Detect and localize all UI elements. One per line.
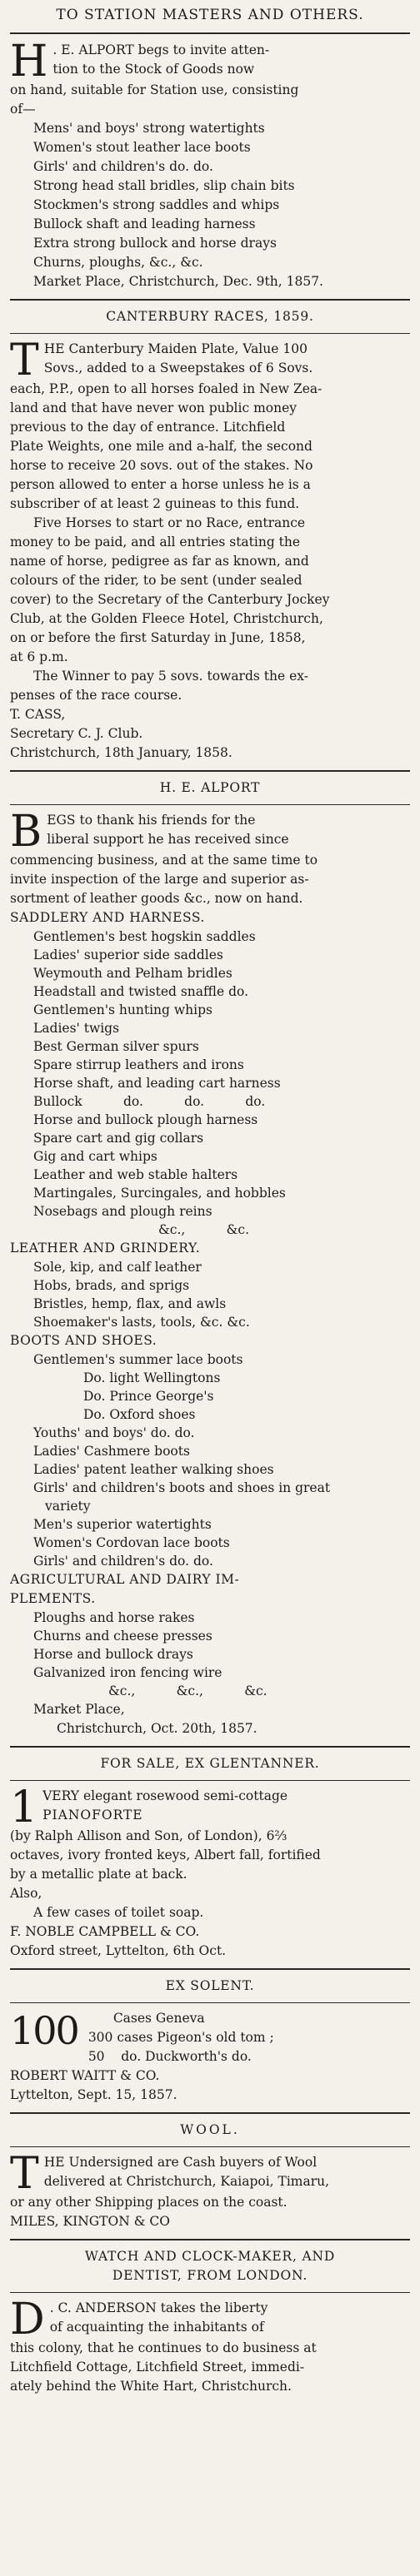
ad2-line: previous to the day of entrance. Litchfield xyxy=(10,420,286,435)
ad4-firm: F. NOBLE CAMPBELL & CO. xyxy=(10,1924,200,1939)
list-item: Ladies' Cashmere boots xyxy=(33,1444,190,1459)
list-item: Mens' and boys' strong watertights xyxy=(33,121,265,136)
list-item: Women's Cordovan lace boots xyxy=(33,1535,230,1550)
ad5-heading: EX SOLENT. xyxy=(165,1978,255,1993)
list-item: Bristles, hemp, flax, and awls xyxy=(33,1296,227,1311)
ad4-heading: FOR SALE, EX GLENTANNER. xyxy=(100,1756,320,1771)
ad2-line: Sovs., added to a Sweepstakes of 6 Sovs. xyxy=(43,361,313,375)
ad2-line: The Winner to pay 5 sovs. towards the ex- xyxy=(33,669,308,684)
ad1-intro-line: tion to the Stock of Goods now xyxy=(52,62,255,77)
list-item: Shoemaker's lasts, tools, &c. &c. xyxy=(33,1315,250,1330)
divider xyxy=(10,2146,410,2147)
drop-number: 100 xyxy=(10,2008,78,2053)
list-item: Youths' and boys' do. do. xyxy=(33,1425,195,1440)
list-item: Sole, kip, and calf leather xyxy=(33,1260,202,1275)
list-item: Spare stirrup leathers and irons xyxy=(33,1057,244,1072)
ad7-heading-cont: DENTIST, FROM LONDON. xyxy=(112,2268,308,2283)
list-item: Churns and cheese presses xyxy=(33,1629,212,1644)
ad2-signer: T. CASS, xyxy=(10,707,66,722)
divider xyxy=(10,2002,410,2003)
ad1-intro-line: . E. ALPORT begs to invite atten- xyxy=(52,42,270,57)
list-item: Spare cart and gig collars xyxy=(33,1131,204,1146)
ad5-line: 50 do. Duckworth's do. xyxy=(88,2049,252,2064)
divider xyxy=(10,804,410,805)
list-item: Girls' and children's do. do. xyxy=(33,159,213,174)
ad5-body xyxy=(10,2009,410,2105)
list-item: Ladies' superior side saddles xyxy=(33,947,223,962)
section-heading-saddlery: SADDLERY AND HARNESS. xyxy=(10,910,205,925)
list-item: Horse shaft, and leading cart harness xyxy=(33,1076,281,1091)
list-item: Do. Oxford shoes xyxy=(83,1407,196,1422)
ad6-line: HE Undersigned are Cash buyers of Wool xyxy=(43,2155,318,2170)
ad7-line: of acquainting the inhabitants of xyxy=(49,2320,264,2335)
ad2-heading: CANTERBURY RACES, 1859. xyxy=(106,309,314,324)
ad2-line: penses of the race course. xyxy=(10,688,182,703)
list-item: Churns, ploughs, &c., &c. xyxy=(33,255,203,270)
ad2-line: name of horse, pedigree as far as known, and xyxy=(10,554,309,569)
list-item: Do. Prince George's xyxy=(83,1389,214,1404)
ad2-footer: Christchurch, 18th January, 1858. xyxy=(10,745,232,760)
ad5-line: Cases Geneva xyxy=(112,2011,205,2026)
ad1-footer: Market Place, Christchurch, Dec. 9th, 1857. xyxy=(33,274,323,289)
list-item: Bullock shaft and leading harness xyxy=(33,216,256,231)
ad4-also: Also, xyxy=(10,1886,42,1901)
drop-cap: D xyxy=(10,2295,45,2345)
list-item: Gig and cart whips xyxy=(33,1149,158,1164)
ad2-body xyxy=(10,336,410,763)
list-item: Headstall and twisted snaffle do. xyxy=(33,984,249,999)
ad7-line: Litchfield Cottage, Litchfield Street, immedi- xyxy=(10,2360,305,2375)
ad7-line: ately behind the White Hart, Christchurch. xyxy=(10,2379,292,2394)
ad2-line: each, P.P., open to all horses foaled in New Zea- xyxy=(10,381,322,396)
divider xyxy=(10,2292,410,2293)
ad3-footer-date: Christchurch, Oct. 20th, 1857. xyxy=(57,1721,258,1736)
ad3-body xyxy=(10,807,410,1738)
list-item: Gentlemen's summer lace boots xyxy=(33,1352,243,1367)
ad3-intro-line: invite inspection of the large and superior as- xyxy=(10,872,309,887)
list-item: &c., &c., &c. xyxy=(108,1683,268,1698)
list-item: Girls' and children's boots and shoes in great xyxy=(33,1480,331,1495)
ad2-line: colours of the rider, to be sent (under sealed xyxy=(10,573,302,588)
section-heading-agri-cont: PLEMENTS. xyxy=(10,1591,96,1606)
ad3-intro-line: sortment of leather goods &c., now on hand. xyxy=(10,891,303,906)
ad3-heading: H. E. ALPORT xyxy=(159,780,261,795)
list-item: Stockmen's strong saddles and whips xyxy=(33,197,280,212)
ad2-line: HE Canterbury Maiden Plate, Value 100 xyxy=(43,341,308,356)
ad2-line: at 6 p.m. xyxy=(10,649,68,664)
list-item: Martingales, Surcingales, and hobbles xyxy=(33,1186,286,1201)
ad2-signer-title: Secretary C. J. Club. xyxy=(10,726,143,741)
ad3-intro-line: liberal support he has received since xyxy=(47,832,289,847)
list-item: &c., &c. xyxy=(158,1222,250,1237)
drop-cap: T xyxy=(10,336,39,385)
list-item: Gentlemen's hunting whips xyxy=(33,1002,212,1017)
ad6-body xyxy=(10,2149,410,2231)
section-heading-boots: BOOTS AND SHOES. xyxy=(10,1333,158,1348)
ad4-line: by a metallic plate at back. xyxy=(10,1867,188,1882)
divider xyxy=(10,1746,410,1748)
list-item: Best German silver spurs xyxy=(33,1039,199,1054)
ad3-intro-line: commencing business, and at the same time to xyxy=(10,853,318,868)
ad4-line: (by Ralph Allison and Son, of London), 6⅔ xyxy=(10,1828,288,1843)
ad5-line: 300 cases Pigeon's old tom ; xyxy=(88,2030,274,2045)
list-item: Weymouth and Pelham bridles xyxy=(33,966,232,981)
ad7-heading: WATCH AND CLOCK-MAKER, AND xyxy=(84,2249,336,2264)
divider xyxy=(10,1780,410,1781)
ad4-footer: Oxford street, Lyttelton, 6th Oct. xyxy=(10,1943,227,1958)
list-item: Galvanized iron fencing wire xyxy=(33,1665,222,1680)
ad7-body xyxy=(10,2295,410,2396)
divider xyxy=(10,299,410,301)
ad6-line: or any other Shipping places on the coast. xyxy=(10,2195,288,2210)
ad1-items xyxy=(10,119,410,272)
ad2-line: money to be paid, and all entries stating the xyxy=(10,535,301,550)
ad1-heading: TO STATION MASTERS AND OTHERS. xyxy=(56,7,364,23)
ad3-intro-line: EGS to thank his friends for the xyxy=(47,813,256,828)
list-item: Do. light Wellingtons xyxy=(83,1370,221,1385)
ad7-line: this colony, that he continues to do business at xyxy=(10,2340,317,2355)
ad6-firm: MILES, KINGTON & CO xyxy=(10,2214,170,2229)
list-item: Horse and bullock plough harness xyxy=(33,1112,258,1127)
list-item: Ladies' patent leather walking shoes xyxy=(33,1462,274,1477)
ad6-heading: WOOL. xyxy=(180,2122,240,2137)
list-item: Hobs, brads, and sprigs xyxy=(33,1278,190,1293)
list-item: Strong head stall bridles, slip chain bits xyxy=(33,178,295,193)
drop-cap: H xyxy=(10,37,48,87)
ad4-line: octaves, ivory fronted keys, Albert fall, fortified xyxy=(10,1847,321,1862)
ad4-also-line: A few cases of toilet soap. xyxy=(33,1905,204,1920)
ad1-body xyxy=(10,37,410,291)
ad4-line: VERY elegant rosewood semi-cottage xyxy=(42,1788,288,1803)
ad2-line: land and that have never won public money xyxy=(10,400,298,415)
ad4-body xyxy=(10,1783,410,1961)
agri-list xyxy=(10,1609,410,1700)
ad2-line: subscriber of at least 2 guineas to this fund. xyxy=(10,496,300,511)
divider xyxy=(10,770,410,772)
ad2-line: on or before the first Saturday in June, 1858, xyxy=(10,630,306,645)
ad2-line: Club, at the Golden Fleece Hotel, Christchurch, xyxy=(10,611,323,626)
list-item: Bullock do. do. do. xyxy=(33,1094,266,1109)
ad2-line: cover) to the Secretary of the Canterbury Jockey xyxy=(10,592,330,607)
list-item: Nosebags and plough reins xyxy=(33,1204,212,1219)
ad2-line: Five Horses to start or no Race, entrance xyxy=(33,515,306,530)
divider xyxy=(10,333,410,334)
ad5-firm: ROBERT WAITT & CO. xyxy=(10,2068,160,2083)
list-item: Ladies' twigs xyxy=(33,1021,120,1036)
boots-list xyxy=(10,1350,410,1570)
leather-list xyxy=(10,1258,410,1331)
list-item: Extra strong bullock and horse drays xyxy=(33,236,277,251)
list-item: Leather and web stable halters xyxy=(33,1167,238,1182)
ad2-line: horse to receive 20 sovs. out of the stakes. No xyxy=(10,458,313,473)
drop-cap: B xyxy=(10,807,42,857)
newspaper-column xyxy=(10,0,410,2396)
section-heading-leather: LEATHER AND GRINDERY. xyxy=(10,1241,201,1256)
divider xyxy=(10,1968,410,1970)
list-item: Girls' and children's do. do. xyxy=(33,1554,213,1569)
ad1-intro-line: on hand, suitable for Station use, consisting xyxy=(10,82,299,97)
ad3-footer-place: Market Place, xyxy=(33,1702,125,1717)
list-item: Ploughs and horse rakes xyxy=(33,1610,195,1625)
ad6-line: delivered at Christchurch, Kaiapoi, Timaru, xyxy=(43,2174,330,2189)
list-item: Women's stout leather lace boots xyxy=(33,140,251,155)
divider xyxy=(10,2239,410,2240)
ad5-footer: Lyttelton, Sept. 15, 1857. xyxy=(10,2087,178,2102)
list-item: Horse and bullock drays xyxy=(33,1647,193,1662)
list-item: Men's superior watertights xyxy=(33,1517,212,1532)
list-item: variety xyxy=(45,1499,91,1514)
ad2-line: Plate Weights, one mile and a-half, the second xyxy=(10,439,312,454)
saddlery-list xyxy=(10,927,410,1239)
drop-cap: T xyxy=(10,2149,39,2199)
divider xyxy=(10,32,410,34)
ad4-product: PIANOFORTE xyxy=(42,1808,143,1823)
ad2-line: person allowed to enter a horse unless he is a xyxy=(10,477,311,492)
ad1-intro-line: of— xyxy=(10,102,36,117)
section-heading-agri: AGRICULTURAL AND DAIRY IM- xyxy=(10,1572,240,1587)
divider xyxy=(10,2112,410,2114)
list-item: Gentlemen's best hogskin saddles xyxy=(33,929,256,944)
drop-cap: 1 xyxy=(10,1783,38,1833)
ad7-line: . C. ANDERSON takes the liberty xyxy=(49,2300,268,2315)
